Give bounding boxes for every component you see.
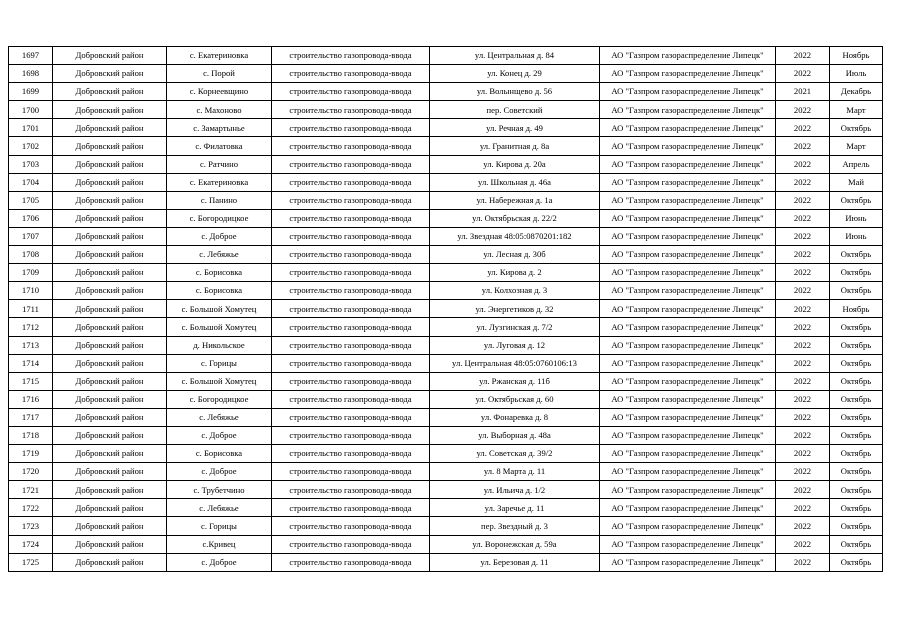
cell-settlement: с. Горицы	[167, 517, 272, 535]
cell-year: 2021	[776, 83, 830, 101]
cell-contractor: АО "Газпром газораспределение Липецк"	[600, 264, 776, 282]
cell-contractor: АО "Газпром газораспределение Липецк"	[600, 372, 776, 390]
cell-row-number: 1719	[9, 445, 53, 463]
cell-row-number: 1709	[9, 264, 53, 282]
cell-district: Добровский район	[53, 300, 167, 318]
table-row	[9, 408, 883, 426]
cell-year: 2022	[776, 553, 830, 571]
cell-month: Октябрь	[830, 390, 883, 408]
cell-district: Добровский район	[53, 372, 167, 390]
cell-month: Октябрь	[830, 354, 883, 372]
cell-settlement: с. Ратчино	[167, 155, 272, 173]
cell-month: Октябрь	[830, 499, 883, 517]
cell-settlement: с. Богородицкое	[167, 390, 272, 408]
cell-year: 2022	[776, 264, 830, 282]
cell-address: ул. Ржанская д. 11б	[430, 372, 600, 390]
table-row	[9, 282, 883, 300]
cell-district: Добровский район	[53, 499, 167, 517]
cell-year: 2022	[776, 408, 830, 426]
cell-year: 2022	[776, 246, 830, 264]
cell-settlement: с. Екатериновка	[167, 173, 272, 191]
cell-month: Октябрь	[830, 372, 883, 390]
table-row	[9, 481, 883, 499]
cell-address: ул. Березовая д. 11	[430, 553, 600, 571]
cell-contractor: АО "Газпром газораспределение Липецк"	[600, 227, 776, 245]
cell-district: Добровский район	[53, 354, 167, 372]
cell-work-type: строительство газопровода-ввода	[272, 83, 430, 101]
cell-work-type: строительство газопровода-ввода	[272, 318, 430, 336]
cell-work-type: строительство газопровода-ввода	[272, 227, 430, 245]
cell-district: Добровский район	[53, 445, 167, 463]
cell-month: Октябрь	[830, 336, 883, 354]
table-row	[9, 445, 883, 463]
table-row	[9, 227, 883, 245]
cell-work-type: строительство газопровода-ввода	[272, 481, 430, 499]
cell-contractor: АО "Газпром газораспределение Липецк"	[600, 390, 776, 408]
cell-work-type: строительство газопровода-ввода	[272, 282, 430, 300]
cell-contractor: АО "Газпром газораспределение Липецк"	[600, 101, 776, 119]
table-row	[9, 209, 883, 227]
cell-district: Добровский район	[53, 246, 167, 264]
cell-contractor: АО "Газпром газораспределение Липецк"	[600, 65, 776, 83]
cell-year: 2022	[776, 445, 830, 463]
table-row	[9, 300, 883, 318]
cell-settlement: д. Никольское	[167, 336, 272, 354]
cell-contractor: АО "Газпром газораспределение Липецк"	[600, 173, 776, 191]
cell-year: 2022	[776, 227, 830, 245]
cell-year: 2022	[776, 318, 830, 336]
cell-row-number: 1724	[9, 535, 53, 553]
cell-contractor: АО "Газпром газораспределение Липецк"	[600, 481, 776, 499]
cell-work-type: строительство газопровода-ввода	[272, 336, 430, 354]
cell-work-type: строительство газопровода-ввода	[272, 535, 430, 553]
cell-year: 2022	[776, 426, 830, 444]
cell-year: 2022	[776, 372, 830, 390]
cell-row-number: 1701	[9, 119, 53, 137]
table-row	[9, 426, 883, 444]
cell-district: Добровский район	[53, 408, 167, 426]
cell-year: 2022	[776, 354, 830, 372]
cell-address: ул. Фонаревка д. 8	[430, 408, 600, 426]
cell-contractor: АО "Газпром газораспределение Липецк"	[600, 191, 776, 209]
cell-contractor: АО "Газпром газораспределение Липецк"	[600, 535, 776, 553]
cell-address: ул. Звездная 48:05:0870201:182	[430, 227, 600, 245]
cell-work-type: строительство газопровода-ввода	[272, 173, 430, 191]
cell-address: ул. Колхозная д. 3	[430, 282, 600, 300]
cell-address: ул. 8 Марта д. 11	[430, 463, 600, 481]
cell-settlement: с. Горицы	[167, 354, 272, 372]
table-row	[9, 264, 883, 282]
cell-month: Октябрь	[830, 191, 883, 209]
cell-month: Октябрь	[830, 445, 883, 463]
cell-settlement: с. Филатовка	[167, 137, 272, 155]
table-row	[9, 354, 883, 372]
cell-address: ул. Заречье д. 11	[430, 499, 600, 517]
cell-district: Добровский район	[53, 390, 167, 408]
cell-row-number: 1700	[9, 101, 53, 119]
cell-contractor: АО "Газпром газораспределение Липецк"	[600, 155, 776, 173]
cell-district: Добровский район	[53, 227, 167, 245]
cell-month: Октябрь	[830, 264, 883, 282]
cell-address: ул. Набережная д. 1а	[430, 191, 600, 209]
cell-contractor: АО "Газпром газораспределение Липецк"	[600, 426, 776, 444]
cell-year: 2022	[776, 47, 830, 65]
cell-contractor: АО "Газпром газораспределение Липецк"	[600, 318, 776, 336]
cell-district: Добровский район	[53, 209, 167, 227]
cell-address: ул. Гранитная д. 8а	[430, 137, 600, 155]
cell-month: Октябрь	[830, 463, 883, 481]
cell-row-number: 1699	[9, 83, 53, 101]
table-row	[9, 191, 883, 209]
cell-month: Октябрь	[830, 481, 883, 499]
cell-contractor: АО "Газпром газораспределение Липецк"	[600, 119, 776, 137]
cell-settlement: с. Борисовка	[167, 445, 272, 463]
table-row	[9, 318, 883, 336]
cell-month: Октябрь	[830, 318, 883, 336]
cell-year: 2022	[776, 65, 830, 83]
cell-contractor: АО "Газпром газораспределение Липецк"	[600, 553, 776, 571]
cell-address: ул. Октябрьская д. 22/2	[430, 209, 600, 227]
cell-row-number: 1714	[9, 354, 53, 372]
cell-year: 2022	[776, 336, 830, 354]
cell-month: Июнь	[830, 227, 883, 245]
cell-district: Добровский район	[53, 282, 167, 300]
cell-row-number: 1697	[9, 47, 53, 65]
cell-work-type: строительство газопровода-ввода	[272, 246, 430, 264]
cell-contractor: АО "Газпром газораспределение Липецк"	[600, 137, 776, 155]
table-row	[9, 535, 883, 553]
cell-settlement: с. Лебяжье	[167, 499, 272, 517]
cell-row-number: 1704	[9, 173, 53, 191]
cell-address: ул. Кирова д. 20а	[430, 155, 600, 173]
cell-year: 2022	[776, 499, 830, 517]
table-row	[9, 173, 883, 191]
cell-row-number: 1707	[9, 227, 53, 245]
cell-contractor: АО "Газпром газораспределение Липецк"	[600, 517, 776, 535]
cell-month: Октябрь	[830, 517, 883, 535]
cell-district: Добровский район	[53, 481, 167, 499]
cell-district: Добровский район	[53, 155, 167, 173]
cell-month: Июнь	[830, 209, 883, 227]
cell-work-type: строительство газопровода-ввода	[272, 65, 430, 83]
cell-settlement: с. Екатериновка	[167, 47, 272, 65]
cell-work-type: строительство газопровода-ввода	[272, 101, 430, 119]
cell-contractor: АО "Газпром газораспределение Липецк"	[600, 445, 776, 463]
cell-month: Ноябрь	[830, 300, 883, 318]
cell-work-type: строительство газопровода-ввода	[272, 517, 430, 535]
cell-year: 2022	[776, 209, 830, 227]
cell-row-number: 1698	[9, 65, 53, 83]
cell-district: Добровский район	[53, 535, 167, 553]
cell-settlement: с. Лебяжье	[167, 246, 272, 264]
cell-district: Добровский район	[53, 173, 167, 191]
cell-address: ул. Энергетиков д. 32	[430, 300, 600, 318]
cell-address: ул. Выборная д. 48а	[430, 426, 600, 444]
cell-settlement: с.Кривец	[167, 535, 272, 553]
cell-address: ул. Речная д. 49	[430, 119, 600, 137]
cell-contractor: АО "Газпром газораспределение Липецк"	[600, 300, 776, 318]
cell-district: Добровский район	[53, 101, 167, 119]
cell-work-type: строительство газопровода-ввода	[272, 463, 430, 481]
cell-month: Октябрь	[830, 282, 883, 300]
cell-address: ул. Центральная 48:05:0760106:13	[430, 354, 600, 372]
cell-settlement: с. Панино	[167, 191, 272, 209]
cell-row-number: 1720	[9, 463, 53, 481]
cell-year: 2022	[776, 463, 830, 481]
cell-year: 2022	[776, 155, 830, 173]
cell-settlement: с. Борисовка	[167, 264, 272, 282]
cell-district: Добровский район	[53, 426, 167, 444]
cell-work-type: строительство газопровода-ввода	[272, 445, 430, 463]
table-row	[9, 83, 883, 101]
table-row	[9, 499, 883, 517]
cell-contractor: АО "Газпром газораспределение Липецк"	[600, 282, 776, 300]
table-row	[9, 65, 883, 83]
cell-row-number: 1716	[9, 390, 53, 408]
cell-work-type: строительство газопровода-ввода	[272, 264, 430, 282]
cell-settlement: с. Доброе	[167, 426, 272, 444]
cell-year: 2022	[776, 137, 830, 155]
cell-work-type: строительство газопровода-ввода	[272, 553, 430, 571]
table-row	[9, 155, 883, 173]
table-row	[9, 336, 883, 354]
cell-year: 2022	[776, 517, 830, 535]
cell-work-type: строительство газопровода-ввода	[272, 209, 430, 227]
cell-year: 2022	[776, 119, 830, 137]
gas-connection-table	[8, 46, 883, 572]
cell-work-type: строительство газопровода-ввода	[272, 354, 430, 372]
cell-settlement: с. Борисовка	[167, 282, 272, 300]
cell-work-type: строительство газопровода-ввода	[272, 426, 430, 444]
cell-district: Добровский район	[53, 65, 167, 83]
cell-address: ул. Советская д. 39/2	[430, 445, 600, 463]
cell-row-number: 1703	[9, 155, 53, 173]
cell-year: 2022	[776, 390, 830, 408]
cell-month: Май	[830, 173, 883, 191]
cell-month: Октябрь	[830, 426, 883, 444]
cell-month: Март	[830, 137, 883, 155]
cell-address: ул. Лесная д. 30б	[430, 246, 600, 264]
cell-row-number: 1721	[9, 481, 53, 499]
cell-month: Ноябрь	[830, 47, 883, 65]
cell-contractor: АО "Газпром газораспределение Липецк"	[600, 47, 776, 65]
cell-row-number: 1706	[9, 209, 53, 227]
cell-address: ул. Октябрьская д. 60	[430, 390, 600, 408]
table-row	[9, 463, 883, 481]
cell-settlement: с. Доброе	[167, 463, 272, 481]
cell-year: 2022	[776, 101, 830, 119]
cell-year: 2022	[776, 191, 830, 209]
cell-year: 2022	[776, 535, 830, 553]
cell-district: Добровский район	[53, 264, 167, 282]
cell-settlement: с. Большой Хомутец	[167, 318, 272, 336]
cell-contractor: АО "Газпром газораспределение Липецк"	[600, 83, 776, 101]
cell-district: Добровский район	[53, 463, 167, 481]
cell-work-type: строительство газопровода-ввода	[272, 119, 430, 137]
cell-year: 2022	[776, 173, 830, 191]
cell-row-number: 1711	[9, 300, 53, 318]
cell-work-type: строительство газопровода-ввода	[272, 300, 430, 318]
cell-address: ул. Школьная д. 46а	[430, 173, 600, 191]
cell-year: 2022	[776, 282, 830, 300]
cell-row-number: 1708	[9, 246, 53, 264]
cell-address: пер. Советский	[430, 101, 600, 119]
cell-address: ул. Воронежская д. 59а	[430, 535, 600, 553]
cell-month: Декабрь	[830, 83, 883, 101]
cell-month: Октябрь	[830, 553, 883, 571]
cell-month: Март	[830, 101, 883, 119]
cell-district: Добровский район	[53, 553, 167, 571]
cell-district: Добровский район	[53, 191, 167, 209]
cell-settlement: с. Махоново	[167, 101, 272, 119]
table-row	[9, 119, 883, 137]
cell-address: ул. Волынщево д. 56	[430, 83, 600, 101]
cell-month: Июль	[830, 65, 883, 83]
cell-work-type: строительство газопровода-ввода	[272, 372, 430, 390]
cell-address: ул. Конец д. 29	[430, 65, 600, 83]
cell-year: 2022	[776, 300, 830, 318]
cell-work-type: строительство газопровода-ввода	[272, 137, 430, 155]
table-row	[9, 246, 883, 264]
cell-contractor: АО "Газпром газораспределение Липецк"	[600, 354, 776, 372]
cell-contractor: АО "Газпром газораспределение Липецк"	[600, 209, 776, 227]
table-body	[9, 47, 883, 572]
cell-contractor: АО "Газпром газораспределение Липецк"	[600, 499, 776, 517]
cell-row-number: 1718	[9, 426, 53, 444]
cell-district: Добровский район	[53, 83, 167, 101]
cell-work-type: строительство газопровода-ввода	[272, 191, 430, 209]
cell-district: Добровский район	[53, 137, 167, 155]
cell-work-type: строительство газопровода-ввода	[272, 155, 430, 173]
table-row	[9, 517, 883, 535]
cell-row-number: 1715	[9, 372, 53, 390]
cell-settlement: с. Трубетчино	[167, 481, 272, 499]
cell-contractor: АО "Газпром газораспределение Липецк"	[600, 246, 776, 264]
table-row	[9, 137, 883, 155]
cell-address: ул. Центральная д. 84	[430, 47, 600, 65]
cell-contractor: АО "Газпром газораспределение Липецк"	[600, 463, 776, 481]
cell-address: ул. Лузгинская д. 7/2	[430, 318, 600, 336]
cell-contractor: АО "Газпром газораспределение Липецк"	[600, 336, 776, 354]
cell-settlement: с. Богородицкое	[167, 209, 272, 227]
cell-row-number: 1717	[9, 408, 53, 426]
cell-district: Добровский район	[53, 517, 167, 535]
table-row	[9, 372, 883, 390]
cell-settlement: с. Доброе	[167, 553, 272, 571]
cell-month: Октябрь	[830, 119, 883, 137]
cell-settlement: с. Лебяжье	[167, 408, 272, 426]
cell-address: ул. Кирова д. 2	[430, 264, 600, 282]
cell-row-number: 1723	[9, 517, 53, 535]
cell-settlement: с. Большой Хомутец	[167, 372, 272, 390]
cell-district: Добровский район	[53, 318, 167, 336]
cell-month: Апрель	[830, 155, 883, 173]
cell-work-type: строительство газопровода-ввода	[272, 499, 430, 517]
cell-district: Добровский район	[53, 119, 167, 137]
table-row	[9, 390, 883, 408]
cell-address: ул. Ильича д. 1/2	[430, 481, 600, 499]
cell-row-number: 1722	[9, 499, 53, 517]
cell-work-type: строительство газопровода-ввода	[272, 47, 430, 65]
cell-month: Октябрь	[830, 535, 883, 553]
cell-district: Добровский район	[53, 47, 167, 65]
cell-row-number: 1705	[9, 191, 53, 209]
cell-year: 2022	[776, 481, 830, 499]
cell-address: пер. Звездный д. 3	[430, 517, 600, 535]
cell-row-number: 1725	[9, 553, 53, 571]
cell-contractor: АО "Газпром газораспределение Липецк"	[600, 408, 776, 426]
cell-row-number: 1710	[9, 282, 53, 300]
cell-row-number: 1713	[9, 336, 53, 354]
cell-settlement: с. Корнеевщино	[167, 83, 272, 101]
cell-row-number: 1702	[9, 137, 53, 155]
document-page	[8, 46, 883, 572]
cell-district: Добровский район	[53, 336, 167, 354]
cell-settlement: с. Большой Хомутец	[167, 300, 272, 318]
cell-address: ул. Луговая д. 12	[430, 336, 600, 354]
cell-month: Октябрь	[830, 408, 883, 426]
cell-work-type: строительство газопровода-ввода	[272, 408, 430, 426]
table-row	[9, 101, 883, 119]
cell-settlement: с. Доброе	[167, 227, 272, 245]
cell-settlement: с. Порой	[167, 65, 272, 83]
table-row	[9, 47, 883, 65]
cell-work-type: строительство газопровода-ввода	[272, 390, 430, 408]
cell-month: Октябрь	[830, 246, 883, 264]
cell-settlement: с. Замартынье	[167, 119, 272, 137]
table-row	[9, 553, 883, 571]
cell-row-number: 1712	[9, 318, 53, 336]
